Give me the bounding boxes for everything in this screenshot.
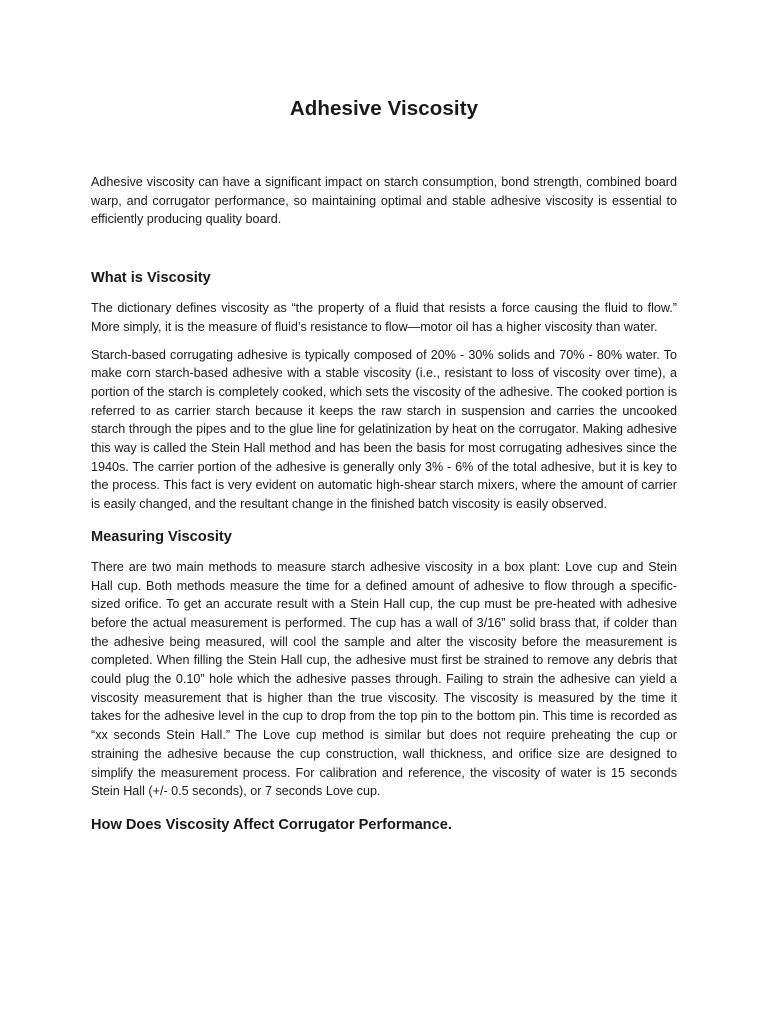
what-is-viscosity-paragraph-2: Starch-based corrugating adhesive is typically composed of 20% - 30% solids and 70% - 80% water. To make corn starch-based adhesive with a stable viscosity (i.e., resistant to loss of viscosity over time), a portion of the starch is completely cooked, which sets the viscosity of the adhesive. The cooked portion is referred to as carrier starch because it keeps the raw starch in suspension and carries the uncooked starch through the pipes and to the glue line for gelatinization by heat on the corrugator. Making adhesive this way is called the Stein Hall method and has been the basis for most corrugating adhesives since the 1940s. The carrier portion of the adhesive is generally only 3% - 6% of the total adhesive, but it is key to the process. This fact is very evident on automatic high-shear starch mixers, where the amount of carrier is easily changed, and the resultant change in the finished batch viscosity is easily observed. [91,347,677,512]
intro-paragraph: Adhesive viscosity can have a significant impact on starch consumption, bond strength, combined board warp, and corrugator performance, so maintaining optimal and stable adhesive viscosity is essential to efficiently producing quality board. [91,175,677,227]
measuring-viscosity-paragraph-1: There are two main methods to measure starch adhesive viscosity in a box plant: Love cup and Stein Hall cup. Both methods measure the time for a defined amount of adhesive to flow through a specific-sized orifice. To get an accurate result with a Stein Hall cup, the cup must be pre-heated with adhesive before the actual measurement is performed. The cup has a wall of 3/16” solid brass that, if colder than the adhesive being measured, will cool the sample and alter the viscosity before the measurement is completed. When filling the Stein Hall cup, the adhesive must first be strained to remove any debris that could plug the 0.10” hole which the adhesive passes through. Failing to strain the adhesive can yield a viscosity measurement that is higher than the true viscosity. The viscosity is measured by the time it takes for the adhesive level in the cup to drop from the top pin to the bottom pin. This time is recorded as “xx seconds Stein Hall.” The Love cup method is similar but does not require preheating the cup or straining the adhesive because the cup construction, wall thickness, and orifice size are designed to simplify the measurement process. For calibration and reference, the viscosity of water is 15 seconds Stein Hall (+/- 0.5 seconds), or 7 seconds Love cup. [91,559,677,799]
section-heading-what-is-viscosity: What is Viscosity [91,270,211,287]
what-is-viscosity-paragraph-1: The dictionary defines viscosity as “the property of a fluid that resists a force causing the fluid to flow.” More simply, it is the measure of fluid’s resistance to flow—motor oil has a higher viscosity than water. [91,301,677,334]
document-title: Adhesive Viscosity [289,97,479,120]
section-heading-measuring-viscosity: Measuring Viscosity [91,528,232,545]
section-heading-corrugator-performance: How Does Viscosity Affect Corrugator Performance. [91,816,452,833]
document-body [91,95,677,846]
